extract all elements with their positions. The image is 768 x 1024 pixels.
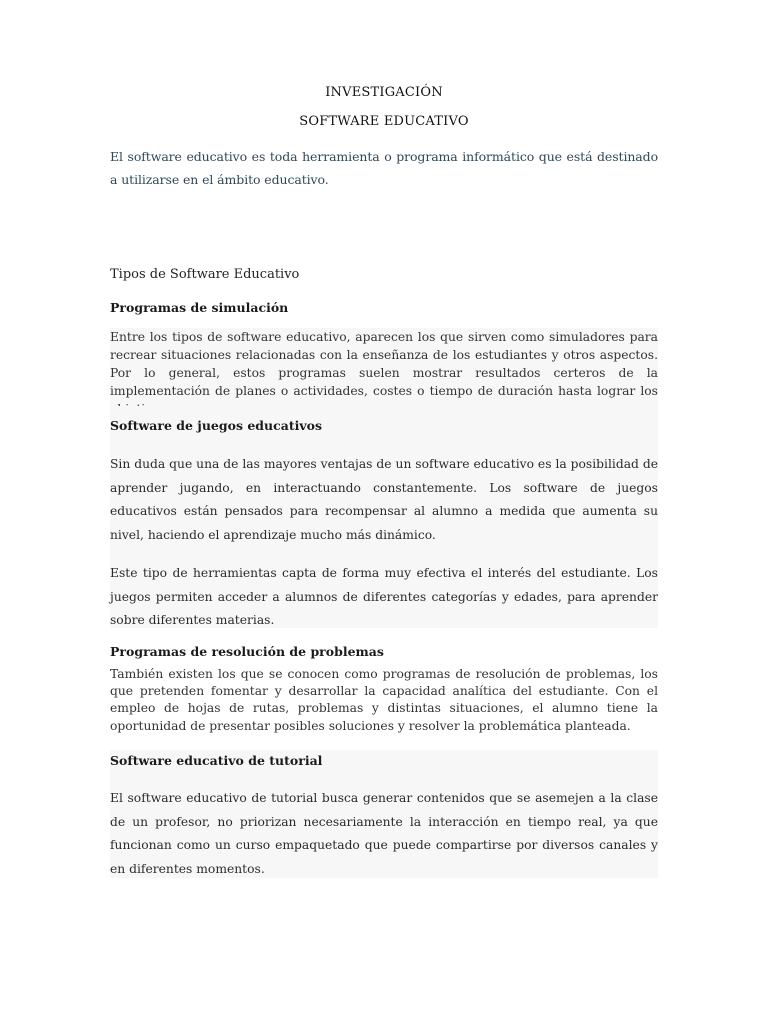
section-paragraph: El software educativo de tutorial busca generar contenidos que se asemejen a la clase de un profesor, no priorizan necesariamente la interacción en tiempo real, ya que funcionan como un curso empaquetado que puede compartirse por diversos canales y en diferentes momentos. [110,791,658,876]
section-body-resolucion [110,666,658,735]
section-heading-tutorial: Software educativo de tutorial [110,753,323,768]
section-heading-juegos: Software de juegos educativos [110,418,322,433]
document-title: INVESTIGACIÓN [325,85,443,100]
section-heading-simulacion: Programas de simulación [110,300,289,315]
section-tutorial [110,750,658,878]
section-label: Tipos de Software Educativo [110,267,300,282]
section-paragraph: Este tipo de herramientas capta de forma muy efectiva el interés del estudiante. Los juegos permiten acceder a alumnos de diferentes categorías y edades, para aprender sobre diferentes materias. [110,566,658,627]
document-subtitle: SOFTWARE EDUCATIVO [299,114,469,129]
section-paragraph: También existen los que se conocen como programas de resolución de problemas, los que pretenden fomentar y desarrollar la capacidad analítica del estudiante. Con el empleo de hojas de rutas, problemas y distintas situaciones, el alumno tiene la oportunidad de presentar posibles soluciones y resolver la problemática planteada. [110,667,658,733]
intro-block [110,146,658,191]
section-body-simulacion [110,328,658,406]
section-heading-resolucion: Programas de resolución de problemas [110,644,384,659]
section-juegos [110,406,658,628]
section-paragraph: Entre los tipos de software educativo, aparecen los que sirven como simuladores para recrear situaciones relacionadas con la enseñanza de los estudiantes y otros aspectos. Por lo general, estos programas suelen mostrar resultados certeros de la implementación de planes o actividades, costes o tiempo de duración hasta lograr los [110,330,658,398]
intro-paragraph-1: El software educativo es toda herramienta o programa informático que está destinado a utilizarse en el ámbito educativo. [110,149,658,187]
section-paragraph: Sin duda que una de las mayores ventajas de un software educativo es la posibilidad de aprender jugando, en interactuando constantemente. Los software de juegos educativos están pensados para recompensar al alumno a medida que aumenta su nivel, haciendo el aprendizaje mucho más dinámico. [110,457,658,542]
